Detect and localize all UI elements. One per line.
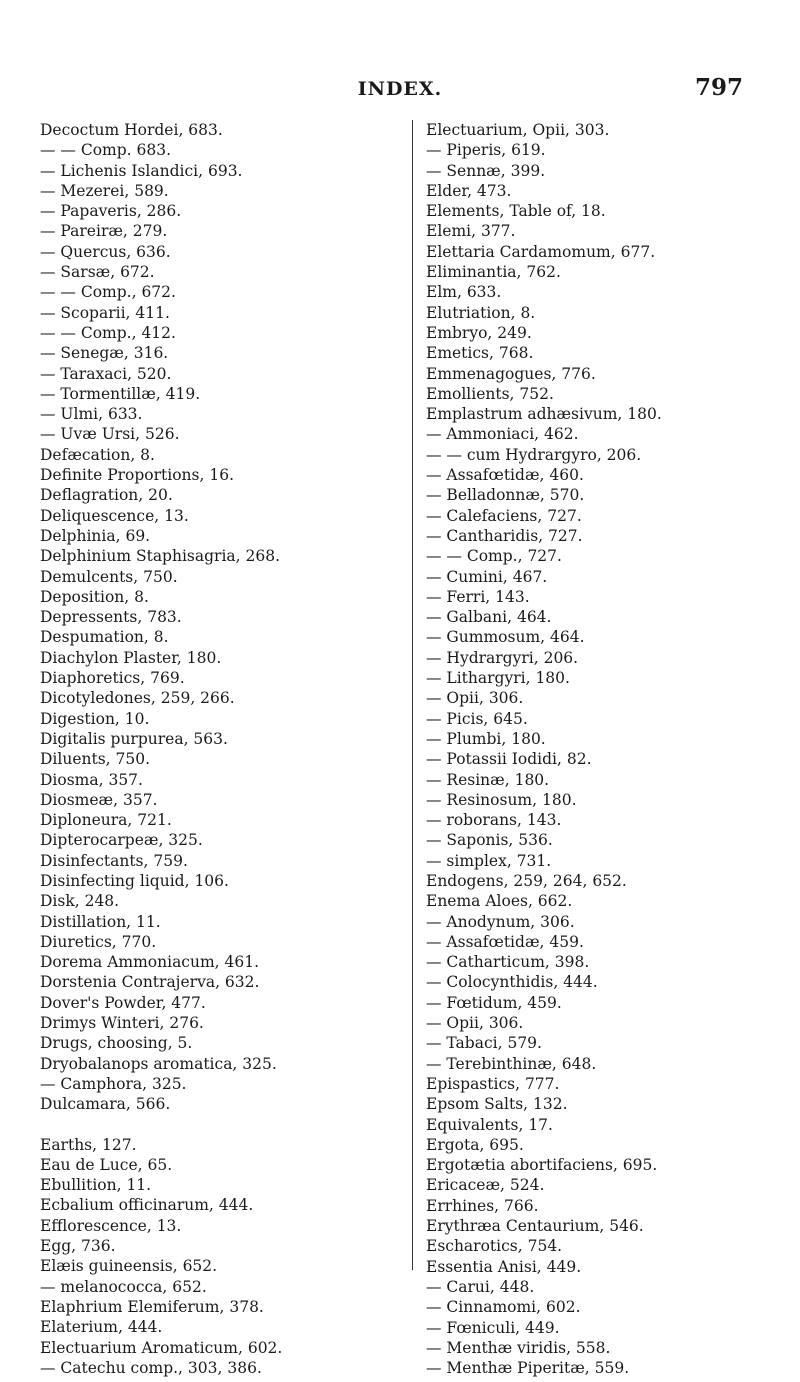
index-entry: — — cum Hydrargyro, 206. <box>426 445 642 464</box>
index-entry: Despumation, 8. <box>40 628 169 647</box>
index-entry: Ecbalium officinarum, 444. <box>40 1196 254 1215</box>
index-entry: Elements, Table of, 18. <box>426 202 606 221</box>
index-entry: — Assafœtidæ, 460. <box>426 466 584 485</box>
index-entry: Dryobalanops aromatica, 325. <box>40 1054 277 1073</box>
index-entry: Endogens, 259, 264, 652. <box>426 871 627 890</box>
index-entry: Digitalis purpurea, 563. <box>40 729 228 748</box>
index-entry: Depressents, 783. <box>40 608 182 627</box>
index-entry: — Hydrargyri, 206. <box>426 648 579 667</box>
index-entry: — Senegæ, 316. <box>40 344 169 363</box>
index-entry: Disinfectants, 759. <box>40 851 188 870</box>
index-entry: Emmenagogues, 776. <box>426 364 596 383</box>
index-entry: Elaphrium Elemiferum, 378. <box>40 1297 264 1316</box>
index-entry: — Assafœtidæ, 459. <box>426 932 584 951</box>
index-entry: Enema Aloes, 662. <box>426 892 573 911</box>
index-entry: — Opii, 306. <box>426 1014 524 1033</box>
index-entry: — Fœtidum, 459. <box>426 993 562 1012</box>
index-entry: Diosma, 357. <box>40 770 143 789</box>
index-entry: Errhines, 766. <box>426 1196 539 1215</box>
index-entry: — Saponis, 536. <box>426 831 553 850</box>
index-entry: Elettaria Cardamomum, 677. <box>426 242 656 261</box>
index-entry: Diploneura, 721. <box>40 811 172 830</box>
index-entry: Defæcation, 8. <box>40 445 155 464</box>
index-entry: — Scoparii, 411. <box>40 303 170 322</box>
index-entry: — Tabaci, 579. <box>426 1034 542 1053</box>
index-entry: Ericaceæ, 524. <box>426 1176 545 1195</box>
index-entry: — — Comp., 727. <box>426 547 562 566</box>
index-entry: — — Comp. 683. <box>40 141 172 160</box>
index-entry: Diaphoretics, 769. <box>40 669 185 688</box>
index-entry: — Fœniculi, 449. <box>426 1318 560 1337</box>
index-entry: — Sennæ, 399. <box>426 161 546 180</box>
index-entry: Emollients, 752. <box>426 384 554 403</box>
index-entry: — Pareiræ, 279. <box>40 222 168 241</box>
index-entry: — — Comp., 412. <box>40 323 176 342</box>
index-column-left <box>40 120 405 1378</box>
index-entry: — Catechu comp., 303, 386. <box>40 1358 262 1377</box>
index-entry: — Potassii Iodidi, 82. <box>426 750 592 769</box>
column-divider <box>412 120 413 1270</box>
index-entry: — Ferri, 143. <box>426 587 530 606</box>
index-entry: — Ammoniaci, 462. <box>426 425 579 444</box>
index-entry: Definite Proportions, 16. <box>40 466 234 485</box>
index-entry: — Anodynum, 306. <box>426 912 575 931</box>
running-header: INDEX. <box>357 78 443 100</box>
index-entry: Deposition, 8. <box>40 587 149 606</box>
index-entry: — Resinosum, 180. <box>426 790 577 809</box>
index-entry: Ebullition, 11. <box>40 1176 152 1195</box>
index-entry: Disinfecting liquid, 106. <box>40 871 229 890</box>
index-entry: Efflorescence, 13. <box>40 1216 182 1235</box>
index-entry: Eau de Luce, 65. <box>40 1155 173 1174</box>
index-entry: Dover's Powder, 477. <box>40 993 206 1012</box>
page-number: 797 <box>695 74 744 101</box>
section-gap <box>40 1115 405 1135</box>
index-entry: Embryo, 249. <box>426 323 532 342</box>
index-entry: — Taraxaci, 520. <box>40 364 172 383</box>
index-entry: Dicotyledones, 259, 266. <box>40 689 235 708</box>
index-entry: Dorema Ammoniacum, 461. <box>40 953 260 972</box>
index-entry: Elaterium, 444. <box>40 1318 163 1337</box>
index-entry: Earths, 127. <box>40 1135 137 1154</box>
index-entry: — Camphora, 325. <box>40 1074 187 1093</box>
index-entry: Epsom Salts, 132. <box>426 1095 568 1114</box>
index-entry: Dorstenia Contrajerva, 632. <box>40 973 260 992</box>
index-entry: Elm, 633. <box>426 283 502 302</box>
index-entry: Diosmeæ, 357. <box>40 790 158 809</box>
index-entry: Ergota, 695. <box>426 1135 524 1154</box>
index-entry: — Plumbi, 180. <box>426 729 546 748</box>
index-entry: Elæis guineensis, 652. <box>40 1257 218 1276</box>
index-entry: — Terebinthinæ, 648. <box>426 1054 597 1073</box>
index-entry: Ergotætia abortifaciens, 695. <box>426 1156 658 1175</box>
index-entry: Electuarium, Opii, 303. <box>426 121 610 139</box>
index-entry: Egg, 736. <box>40 1237 116 1256</box>
index-entry: Elutriation, 8. <box>426 303 536 322</box>
index-entry: — Mezerei, 589. <box>40 181 169 200</box>
index-entry: Essentia Anisi, 449. <box>426 1257 582 1276</box>
index-entry: Distillation, 11. <box>40 912 161 931</box>
index-entry: Drimys Winteri, 276. <box>40 1014 204 1033</box>
index-entry: Diachylon Plaster, 180. <box>40 648 222 667</box>
index-column-right <box>426 120 776 1378</box>
index-entry: Diluents, 750. <box>40 750 151 769</box>
index-entry: Emetics, 768. <box>426 344 534 363</box>
index-entry: — Cantharidis, 727. <box>426 526 583 545</box>
index-entry: Demulcents, 750. <box>40 567 178 586</box>
index-entry: — melanococca, 652. <box>40 1277 207 1296</box>
index-entry: Deflagration, 20. <box>40 486 173 505</box>
index-entry: — Uvæ Ursi, 526. <box>40 425 180 444</box>
index-entry: Escharotics, 754. <box>426 1237 563 1256</box>
index-entry: Delphinium Staphisagria, 268. <box>40 547 281 566</box>
index-entry: Drugs, choosing, 5. <box>40 1034 193 1053</box>
index-entry: Emplastrum adhæsivum, 180. <box>426 405 662 424</box>
index-entry: — Menthæ viridis, 558. <box>426 1338 611 1357</box>
index-entry: Dipterocarpeæ, 325. <box>40 831 203 850</box>
index-entry: Deliquescence, 13. <box>40 506 189 525</box>
index-entry: Equivalents, 17. <box>426 1115 553 1134</box>
index-entry: — Gummosum, 464. <box>426 628 585 647</box>
index-entry: — Lichenis Islandici, 693. <box>40 161 243 180</box>
index-entry: — Tormentillæ, 419. <box>40 384 201 403</box>
index-entry: Disk, 248. <box>40 892 120 911</box>
index-entry: — Quercus, 636. <box>40 242 171 261</box>
index-entry: — Belladonnæ, 570. <box>426 486 585 505</box>
index-entry: — Menthæ Piperitæ, 559. <box>426 1359 630 1378</box>
index-entry: — Picis, 645. <box>426 709 528 728</box>
index-entry: Digestion, 10. <box>40 709 150 728</box>
index-entry: Erythræa Centaurium, 546. <box>426 1217 644 1236</box>
index-entry: Delphinia, 69. <box>40 526 151 545</box>
index-entry: Decoctum Hordei, 683. <box>40 121 223 139</box>
index-entry: Electuarium Aromaticum, 602. <box>40 1338 283 1357</box>
index-entry: — Cinnamomi, 602. <box>426 1298 581 1317</box>
index-entry: — Colocynthidis, 444. <box>426 973 598 992</box>
index-entry: — Galbani, 464. <box>426 608 552 627</box>
index-entry: — Sarsæ, 672. <box>40 263 155 282</box>
index-entry: — simplex, 731. <box>426 851 552 870</box>
index-entry: — Resinæ, 180. <box>426 770 550 789</box>
index-entry: — Cumini, 467. <box>426 567 548 586</box>
index-entry: Epispastics, 777. <box>426 1074 560 1093</box>
index-entry: — Papaveris, 286. <box>40 202 182 221</box>
index-entry: Dulcamara, 566. <box>40 1095 171 1114</box>
index-entry: Diuretics, 770. <box>40 932 157 951</box>
index-entry: — — Comp., 672. <box>40 283 176 302</box>
index-entry: — Lithargyri, 180. <box>426 669 570 688</box>
index-entry: — Piperis, 619. <box>426 141 546 160</box>
index-entry: — Opii, 306. <box>426 689 524 708</box>
index-entry: — Ulmi, 633. <box>40 405 143 424</box>
index-entry: — Catharticum, 398. <box>426 953 590 972</box>
index-entry: Elemi, 377. <box>426 222 516 241</box>
index-entry: Elder, 473. <box>426 181 512 200</box>
index-entry: — Carui, 448. <box>426 1277 535 1296</box>
index-entry: Eliminantia, 762. <box>426 263 561 282</box>
index-entry: — Calefaciens, 727. <box>426 506 582 525</box>
index-entry: — roborans, 143. <box>426 811 562 830</box>
